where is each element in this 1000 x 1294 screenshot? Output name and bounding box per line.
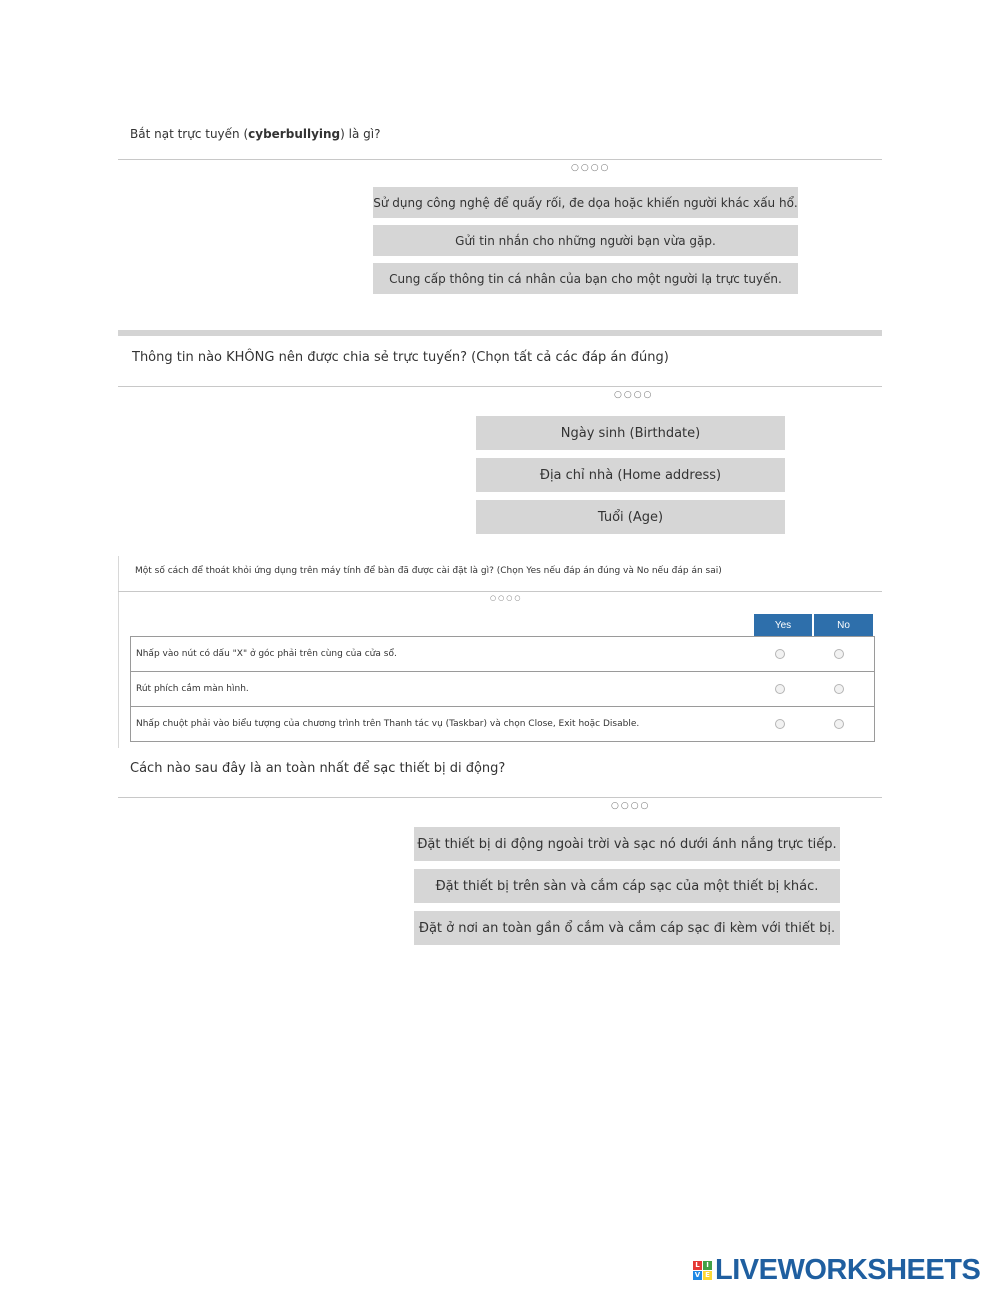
table-row-label: Nhấp vào nút có dấu "X" ở góc phải trên cùng của cửa sổ. bbox=[136, 649, 397, 659]
question-1-text bbox=[130, 127, 380, 141]
question-1-keyword: cyberbullying bbox=[248, 127, 341, 141]
question-2-text: Thông tin nào KHÔNG nên được chia sẻ trực tuyến? (Chọn tất cả các đáp án đúng) bbox=[132, 350, 669, 365]
table-row bbox=[131, 707, 874, 741]
question-4-option-2[interactable]: Đặt thiết bị trên sàn và cắm cáp sạc của một thiết bị khác. bbox=[414, 869, 840, 903]
logo-mark-icon bbox=[693, 1261, 712, 1280]
question-4-text: Cách nào sau đây là an toàn nhất để sạc thiết bị di động? bbox=[130, 761, 506, 776]
no-radio[interactable] bbox=[834, 719, 844, 729]
yes-radio[interactable] bbox=[775, 649, 785, 659]
yes-no-table bbox=[130, 636, 875, 742]
question-2-progress-dots: ○○○○ bbox=[614, 390, 654, 400]
question-1-suffix: ) là gì? bbox=[340, 127, 381, 141]
logo-mark-letter: E bbox=[703, 1271, 712, 1280]
question-3-divider bbox=[118, 591, 882, 592]
yes-radio[interactable] bbox=[775, 684, 785, 694]
question-1-progress-dots: ○○○○ bbox=[571, 163, 611, 173]
logo-mark-letter: L bbox=[693, 1261, 702, 1270]
question-1-option-3[interactable]: Cung cấp thông tin cá nhân của bạn cho một người lạ trực tuyến. bbox=[373, 263, 798, 294]
column-header-yes: Yes bbox=[754, 614, 812, 636]
question-4-option-3[interactable]: Đặt ở nơi an toàn gần ổ cắm và cắm cáp sạc đi kèm với thiết bị. bbox=[414, 911, 840, 945]
question-4-option-1[interactable]: Đặt thiết bị di động ngoài trời và sạc nó dưới ánh nắng trực tiếp. bbox=[414, 827, 840, 861]
question-4-divider bbox=[118, 797, 882, 798]
question-3-progress-dots: ○○○○ bbox=[490, 594, 523, 602]
question-2-option-3[interactable]: Tuổi (Age) bbox=[476, 500, 785, 534]
table-row bbox=[131, 637, 874, 672]
question-1-option-1[interactable]: Sử dụng công nghệ để quấy rối, đe dọa hoặc khiến người khác xấu hổ. bbox=[373, 187, 798, 218]
table-row bbox=[131, 672, 874, 707]
logo-text: LIVEWORKSHEETS bbox=[715, 1254, 981, 1286]
question-1-divider bbox=[118, 159, 882, 160]
question-2-option-1[interactable]: Ngày sinh (Birthdate) bbox=[476, 416, 785, 450]
logo-mark-letter: I bbox=[703, 1261, 712, 1270]
no-radio[interactable] bbox=[834, 649, 844, 659]
table-row-label: Nhấp chuột phải vào biểu tượng của chương trình trên Thanh tác vụ (Taskbar) và chọn Close, Exit hoặc Disable. bbox=[136, 719, 640, 729]
table-row-label: Rút phích cắm màn hình. bbox=[136, 684, 249, 694]
question-3-text: Một số cách để thoát khỏi ứng dụng trên máy tính để bàn đã được cài đặt là gì? (Chọn Yes nếu đáp án đúng và No nếu đáp án sai) bbox=[135, 566, 722, 576]
question-2-divider bbox=[118, 386, 882, 387]
logo-mark-letter: V bbox=[694, 1271, 701, 1279]
column-header-no: No bbox=[814, 614, 873, 636]
section-separator bbox=[118, 330, 882, 336]
question-3-left-border bbox=[118, 556, 119, 748]
liveworksheets-logo bbox=[693, 1254, 980, 1287]
yes-radio[interactable] bbox=[775, 719, 785, 729]
question-1-option-2[interactable]: Gửi tin nhắn cho những người bạn vừa gặp. bbox=[373, 225, 798, 256]
question-4-progress-dots: ○○○○ bbox=[611, 801, 651, 811]
no-radio[interactable] bbox=[834, 684, 844, 694]
question-1-prefix: Bắt nạt trực tuyến ( bbox=[130, 127, 249, 141]
question-2-option-2[interactable]: Địa chỉ nhà (Home address) bbox=[476, 458, 785, 492]
